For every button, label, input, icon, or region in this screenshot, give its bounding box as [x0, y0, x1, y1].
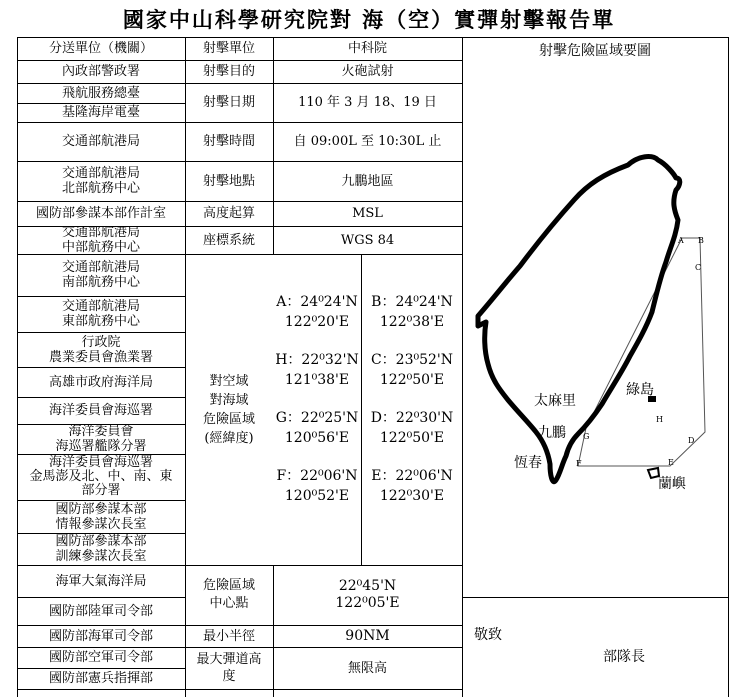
label-lanyu: 蘭嶼	[658, 476, 686, 492]
point-f: F：22⁰06'N 120⁰52'E	[276, 468, 358, 504]
table-rule	[462, 597, 729, 598]
purpose-label: 射擊目的	[202, 64, 255, 79]
point-b: B：24⁰24'N 122⁰38'E	[371, 294, 453, 330]
point-e: E：22⁰06'N 122⁰30'E	[371, 468, 453, 504]
document-title: 國家中山科學研究院對 海（空）實彈射擊報告單	[122, 7, 616, 32]
point-c: C：23⁰52'N 122⁰50'E	[370, 352, 454, 388]
vertex-a: A	[678, 236, 684, 245]
label-jiupeng: 九鵬	[538, 425, 566, 441]
danger-area-label: 對空域 對海域 危險區域 (經緯度)	[202, 373, 255, 446]
point-h: H：22⁰32'N 121⁰38'E	[275, 352, 359, 388]
recipient-unit: 交通部航港局 中部航務中心	[61, 226, 140, 254]
recipient-unit: 國防部參謀本部 情報參謀次長室	[55, 501, 147, 532]
label-hengchun: 恆春	[514, 455, 542, 471]
table-rule	[17, 689, 186, 690]
danger-zone-polygon	[578, 238, 705, 466]
coord-system-label: 座標系統	[202, 232, 255, 248]
height-value: 無限高	[347, 660, 387, 676]
point-a: A：24⁰24'N 122⁰20'E	[276, 294, 358, 330]
date-label: 射擊日期	[202, 95, 255, 110]
recipient-unit: 國防部空軍司令部	[48, 650, 153, 665]
radius-value: 90NM	[345, 627, 390, 644]
date-value: 110 年 3 月 18、19 日	[298, 95, 437, 110]
danger-area-map	[462, 60, 728, 596]
recipient-unit: 交通部航港局 南部航務中心	[61, 260, 140, 290]
vertex-b: B	[698, 236, 704, 245]
vertex-c: C	[695, 263, 702, 272]
place-label: 射擊地點	[202, 173, 255, 189]
altitude-value: MSL	[352, 206, 383, 221]
recipient-unit: 海軍大氣海洋局	[55, 573, 147, 589]
taiwan-outline-icon	[478, 157, 680, 482]
vertex-d: D	[688, 436, 695, 445]
label-taimali: 太麻里	[534, 393, 576, 409]
salutation: 敬致	[474, 627, 502, 643]
map-title: 射擊危險區域要圖	[539, 43, 651, 59]
recipient-unit: 海洋委員會海巡署 金馬澎及北、中、南、東 部分署	[29, 455, 173, 498]
vertex-h: H	[656, 415, 663, 424]
altitude-label: 高度起算	[202, 206, 255, 221]
radius-label: 最小半徑	[202, 628, 255, 644]
table-rule	[185, 689, 463, 690]
label-lyudao: 綠島	[626, 382, 654, 398]
recipients-header: 分送單位（機關）	[48, 41, 153, 56]
recipient-unit: 國防部海軍司令部	[48, 628, 153, 644]
commander-title: 部隊長	[603, 649, 645, 665]
recipient-unit: 飛航服務總臺	[61, 85, 140, 101]
place-value: 九鵬地區	[341, 173, 394, 189]
recipient-unit: 國防部憲兵指揮部	[48, 671, 153, 686]
recipient-unit: 交通部航港局	[61, 134, 140, 149]
vertex-e: E	[668, 458, 674, 467]
center-value: 22⁰45'N 122⁰05'E	[335, 578, 400, 611]
point-d: D：22⁰30'N 122⁰50'E	[370, 410, 454, 446]
recipient-unit: 交通部航港局 北部航務中心	[61, 166, 140, 196]
recipient-unit: 基隆海岸電臺	[61, 105, 140, 120]
recipient-unit: 海洋委員會 海巡署艦隊分署	[55, 424, 147, 454]
vertex-f: F	[576, 459, 582, 468]
unit-value: 中科院	[347, 41, 387, 56]
vertex-g: G	[583, 432, 590, 441]
recipient-unit: 交通部航港局 東部航務中心	[61, 299, 140, 329]
recipient-unit: 行政院 農業委員會漁業署	[48, 334, 153, 365]
unit-label: 射擊單位	[202, 41, 255, 56]
time-label: 射擊時間	[202, 134, 255, 149]
recipient-unit: 高雄市政府海洋局	[48, 374, 153, 390]
point-g: G：22⁰25'N 120⁰56'E	[275, 410, 359, 446]
recipient-unit: 國防部陸軍司令部	[48, 603, 153, 619]
time-value: 自 09:00L 至 10:30L 止	[293, 134, 442, 149]
recipient-unit: 內政部警政署	[61, 64, 140, 79]
table-rule	[728, 37, 729, 697]
height-label: 最大彈道高 度	[196, 652, 262, 684]
center-label: 危險區域 中心點	[202, 578, 255, 611]
recipient-unit: 國防部參謀本部作計室	[35, 206, 166, 221]
purpose-value: 火砲試射	[341, 64, 394, 79]
coord-system-value: WGS 84	[340, 232, 395, 248]
recipient-unit: 國防部參謀本部 訓練參謀次長室	[55, 534, 147, 564]
recipient-unit: 海洋委員會海巡署	[48, 403, 153, 418]
